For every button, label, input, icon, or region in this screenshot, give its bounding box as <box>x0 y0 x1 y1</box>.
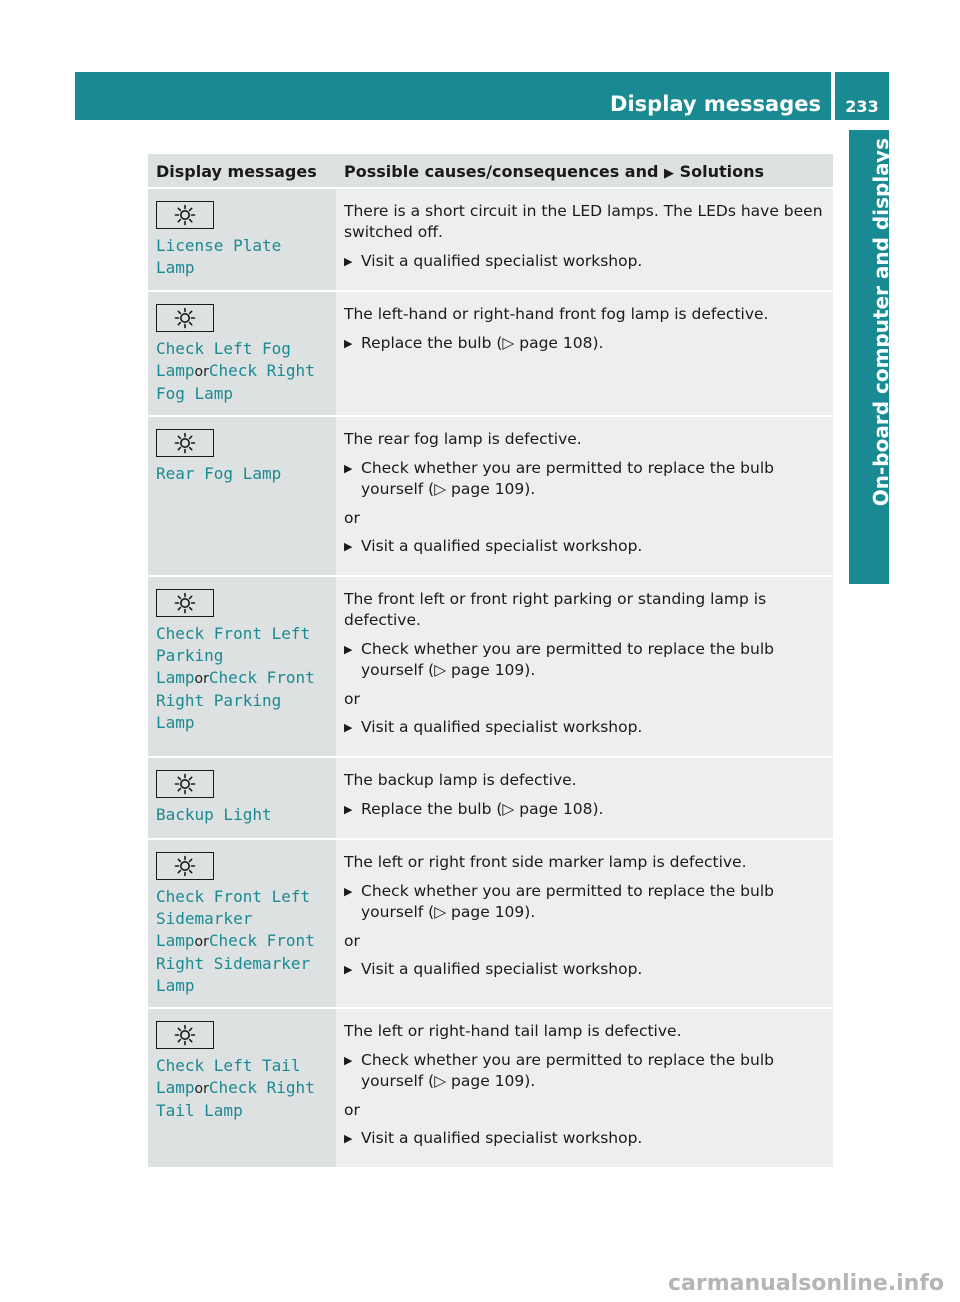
solution-step <box>344 251 825 272</box>
or-separator: or <box>194 934 209 950</box>
display-message-text <box>156 804 328 826</box>
display-message: License Plate Lamp <box>156 236 282 277</box>
solution-step <box>344 333 825 354</box>
solution-step <box>344 639 825 681</box>
step-text: Visit a qualified specialist workshop. <box>361 537 643 555</box>
step-arrow-icon: ▶ <box>344 255 353 268</box>
header-bar <box>75 72 831 120</box>
col-header-suffix: Solutions <box>679 162 765 181</box>
solution-step <box>344 458 825 500</box>
step-text: Check whether you are permitted to replace the bulb yourself (▷ page 109). <box>361 882 774 921</box>
display-message: Check Left Tail Lamp <box>156 1056 301 1097</box>
step-text: Visit a qualified specialist workshop. <box>361 960 643 978</box>
step-text: Replace the bulb (▷ page 108). <box>361 334 604 352</box>
table-row <box>148 1008 833 1167</box>
display-message: Check Front Left Sidemarker Lamp <box>156 887 311 950</box>
display-message: Check Front Right Sidemarker Lamp <box>156 931 315 995</box>
step-arrow-icon: ▶ <box>344 1132 353 1145</box>
solution-step <box>344 536 825 557</box>
display-message: Check Front Left Parking Lamp <box>156 624 311 687</box>
display-message-text <box>156 623 328 734</box>
lamp-icon <box>156 201 214 229</box>
display-message: Check Right Tail Lamp <box>156 1078 315 1120</box>
or-text: or <box>344 932 360 950</box>
table-row <box>148 839 833 1008</box>
lamp-icon <box>156 770 214 798</box>
display-message: Rear Fog Lamp <box>156 464 282 483</box>
play-arrow-icon: ▶ <box>664 166 674 181</box>
solution-step <box>344 881 825 923</box>
side-tab-label: On-board computer and displays <box>869 138 893 507</box>
step-text: Check whether you are permitted to replace the bulb yourself (▷ page 109). <box>361 459 774 498</box>
or-text: or <box>344 1101 360 1119</box>
step-arrow-icon: ▶ <box>344 1054 353 1067</box>
cause-text: The left or right-hand tail lamp is defective. <box>344 1022 682 1040</box>
display-message-text <box>156 235 328 279</box>
step-text: Visit a qualified specialist workshop. <box>361 718 643 736</box>
cause-text: The left-hand or right-hand front fog lamp is defective. <box>344 305 769 323</box>
watermark: carmanualsonline.info <box>668 1271 944 1296</box>
message-cell <box>148 757 336 839</box>
step-text: Visit a qualified specialist workshop. <box>361 1129 643 1147</box>
page-number-box <box>835 72 889 120</box>
solution-step <box>344 799 825 820</box>
step-arrow-icon: ▶ <box>344 643 353 656</box>
solution-step <box>344 1128 825 1149</box>
cause-text: There is a short circuit in the LED lamps. The LEDs have been switched off. <box>344 202 823 241</box>
message-cell <box>148 188 336 291</box>
or-separator: or <box>194 1081 209 1097</box>
step-arrow-icon: ▶ <box>344 885 353 898</box>
col-header-prefix: Possible causes/consequences and <box>344 162 659 181</box>
display-messages-table <box>148 154 833 1167</box>
cause-text: The rear fog lamp is defective. <box>344 430 582 448</box>
or-text: or <box>344 690 360 708</box>
solution-step <box>344 1050 825 1092</box>
or-separator: or <box>194 364 209 380</box>
step-text: Check whether you are permitted to replace the bulb yourself (▷ page 109). <box>361 640 774 679</box>
message-cell <box>148 839 336 1008</box>
section-title: Display messages <box>610 92 821 116</box>
or-separator: or <box>194 671 209 687</box>
display-message: Check Right Fog Lamp <box>156 361 315 403</box>
table-row <box>148 576 833 757</box>
solution-step <box>344 717 825 738</box>
message-cell <box>148 416 336 576</box>
or-text: or <box>344 509 360 527</box>
cause-text: The backup lamp is defective. <box>344 771 577 789</box>
step-text: Visit a qualified specialist workshop. <box>361 252 643 270</box>
cause-text: The left or right front side marker lamp is defective. <box>344 853 747 871</box>
step-text: Replace the bulb (▷ page 108). <box>361 800 604 818</box>
solution-cell <box>336 1008 833 1167</box>
page-number: 233 <box>845 97 879 116</box>
table-row <box>148 291 833 416</box>
solution-step <box>344 959 825 980</box>
display-message: Check Left Fog Lamp <box>156 339 291 380</box>
col-header-solutions <box>336 154 833 188</box>
step-arrow-icon: ▶ <box>344 721 353 734</box>
solution-cell <box>336 839 833 1008</box>
table-header-row <box>148 154 833 188</box>
step-arrow-icon: ▶ <box>344 540 353 553</box>
display-message-text <box>156 886 328 997</box>
message-cell <box>148 576 336 757</box>
table-row <box>148 188 833 291</box>
solution-cell <box>336 188 833 291</box>
step-text: Check whether you are permitted to replace the bulb yourself (▷ page 109). <box>361 1051 774 1090</box>
lamp-icon <box>156 304 214 332</box>
side-tab <box>849 130 893 584</box>
message-cell <box>148 1008 336 1167</box>
lamp-icon <box>156 852 214 880</box>
display-message: Check Front Right Parking Lamp <box>156 668 315 732</box>
col-header-messages: Display messages <box>148 154 336 188</box>
solution-cell <box>336 757 833 839</box>
lamp-icon <box>156 429 214 457</box>
solution-cell <box>336 416 833 576</box>
display-message-text <box>156 463 328 485</box>
table-row <box>148 757 833 839</box>
display-message-text <box>156 338 328 405</box>
step-arrow-icon: ▶ <box>344 462 353 475</box>
step-arrow-icon: ▶ <box>344 803 353 816</box>
solution-cell <box>336 576 833 757</box>
cause-text: The front left or front right parking or standing lamp is defective. <box>344 590 767 629</box>
message-cell <box>148 291 336 416</box>
display-message: Backup Light <box>156 805 272 824</box>
solution-cell <box>336 291 833 416</box>
step-arrow-icon: ▶ <box>344 963 353 976</box>
step-arrow-icon: ▶ <box>344 337 353 350</box>
lamp-icon <box>156 1021 214 1049</box>
lamp-icon <box>156 589 214 617</box>
display-message-text <box>156 1055 328 1122</box>
table-row <box>148 416 833 576</box>
